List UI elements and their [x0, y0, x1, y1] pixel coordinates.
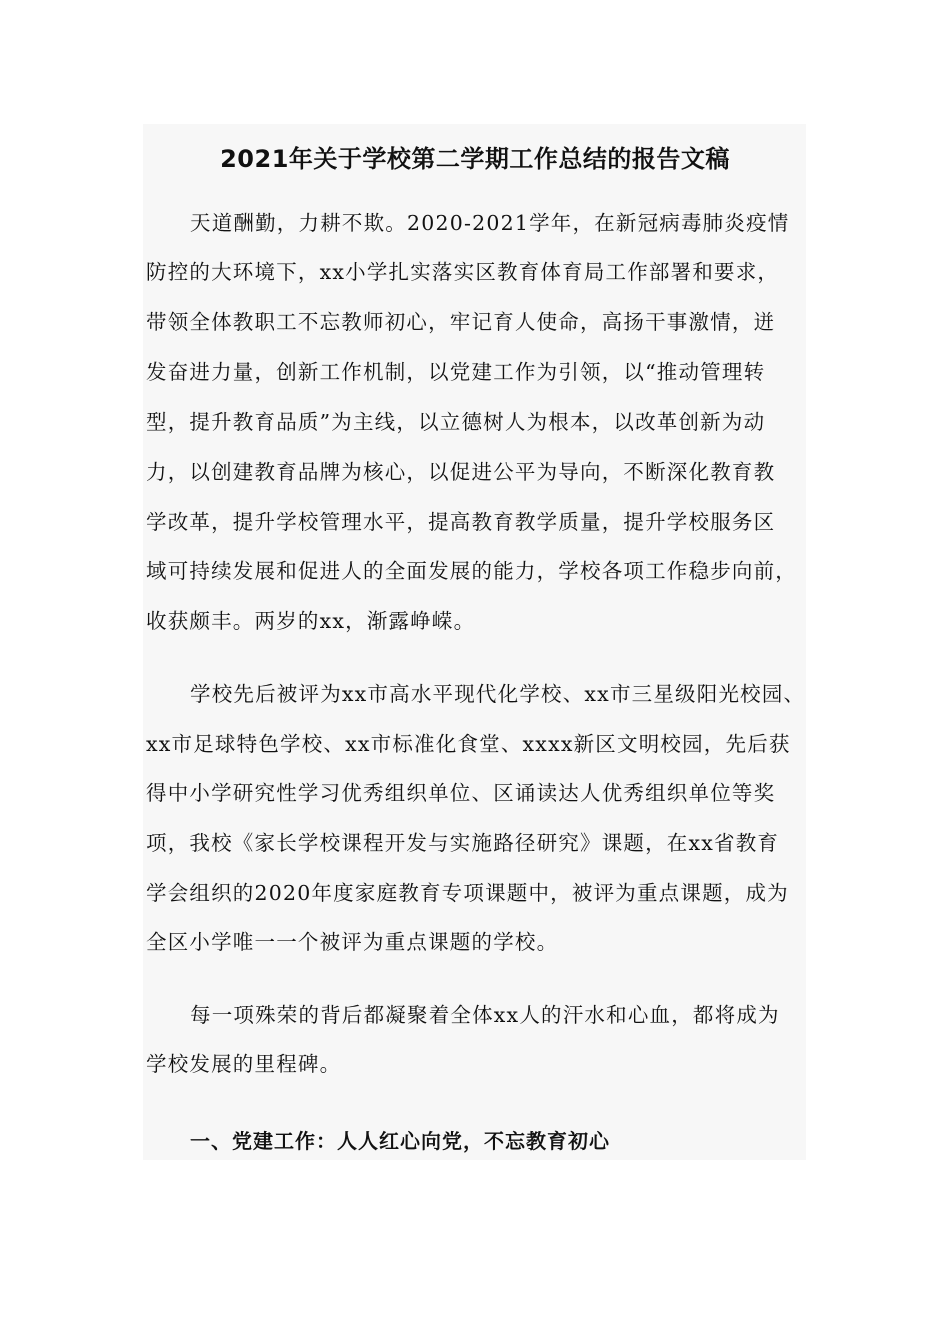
paragraph-1-line-9: 收获颇丰。两岁的xx，渐露峥嵘。 — [146, 609, 476, 633]
paragraph-1-line-7: 学改革，提升学校管理水平，提高教育教学质量，提升学校服务区 — [146, 510, 776, 534]
paragraph-2-line-6: 全区小学唯一一个被评为重点课题的学校。 — [146, 930, 559, 954]
paragraph-1-line-4: 发奋进力量，创新工作机制，以党建工作为引领，以“推动管理转 — [146, 360, 766, 384]
paragraph-2-line-1: 学校先后被评为xx市高水平现代化学校、xx市三星级阳光校园、 — [190, 682, 806, 706]
paragraph-1-line-5: 型，提升教育品质”为主线，以立德树人为根本，以改革创新为动 — [146, 410, 766, 434]
paragraph-1-line-2: 防控的大环境下，xx小学扎实落实区教育体育局工作部署和要求， — [146, 260, 780, 284]
paragraph-1-line-6: 力，以创建教育品牌为核心，以促进公平为导向，不断深化教育教 — [146, 460, 776, 484]
section-heading: 一、党建工作：人人红心向党，不忘教育初心 — [190, 1129, 610, 1153]
document-title: 2021年关于学校第二学期工作总结的报告文稿 — [220, 145, 730, 173]
paragraph-3-line-1: 每一项殊荣的背后都凝聚着全体xx人的汗水和心血，都将成为 — [190, 1003, 780, 1027]
paragraph-1-line-1: 天道酬勤，力耕不欺。2020-2021学年，在新冠病毒肺炎疫情 — [190, 211, 790, 235]
paragraph-2-line-4: 项，我校《家长学校课程开发与实施路径研究》课题，在xx省教育 — [146, 831, 780, 855]
paragraph-1-line-3: 带领全体教职工不忘教师初心，牢记育人使命，高扬干事激情，迸 — [146, 310, 776, 334]
paragraph-3-line-2: 学校发展的里程碑。 — [146, 1052, 342, 1076]
paragraph-2-line-2: xx市足球特色学校、xx市标准化食堂、xxxx新区文明校园，先后获 — [146, 732, 791, 756]
paragraph-1-line-8: 域可持续发展和促进人的全面发展的能力，学校各项工作稳步向前， — [146, 559, 797, 583]
paragraph-2-line-3: 得中小学研究性学习优秀组织单位、区诵读达人优秀组织单位等奖 — [146, 781, 776, 805]
paragraph-2-line-5: 学会组织的2020年度家庭教育专项课题中，被评为重点课题，成为 — [146, 881, 789, 905]
